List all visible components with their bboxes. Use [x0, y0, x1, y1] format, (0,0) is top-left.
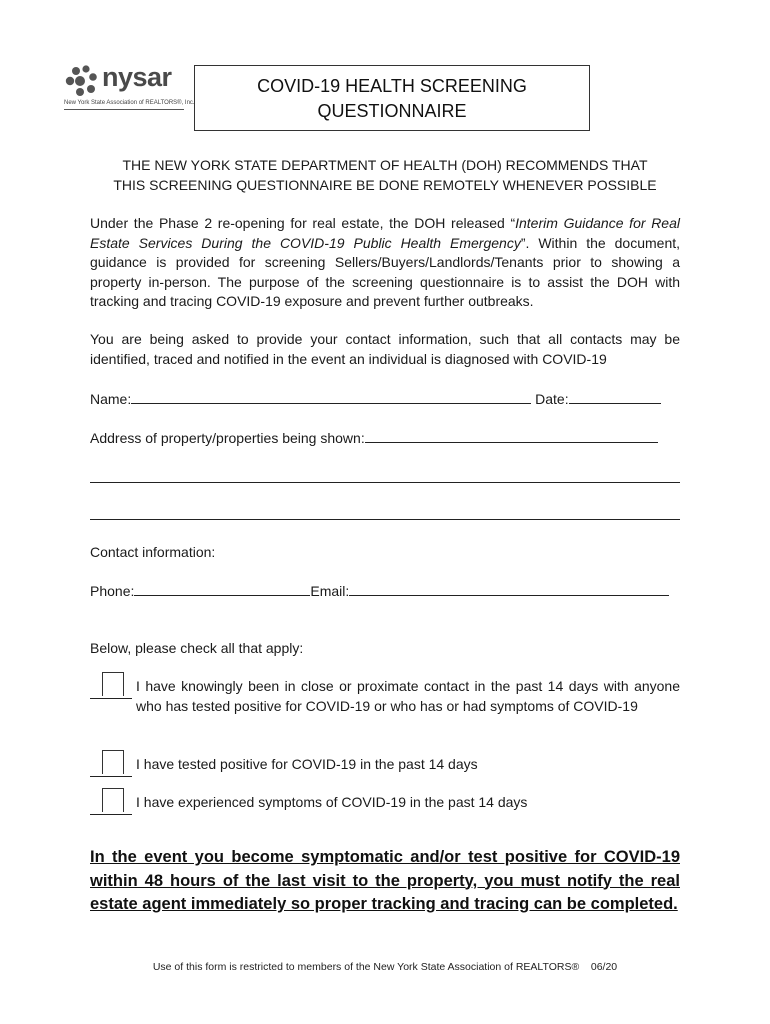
- checkbox-underline: [90, 814, 132, 815]
- contact-intro-paragraph: You are being asked to provide your contact information, such that all contacts may be identified, traced and notified in the event an individual is diagnosed with COVID-19: [90, 331, 680, 367]
- footer-restriction: Use of this form is restricted to members of the New York State Association of REALTORS®: [152, 961, 580, 973]
- address-field[interactable]: [365, 428, 658, 443]
- phone-field[interactable]: [134, 581, 310, 596]
- logo-rule: [64, 109, 184, 110]
- guidance-title: Interim Guidance for Real Estate Services During the COVID-19 Public Health Emergency: [90, 215, 680, 251]
- checkbox-box[interactable]: [102, 672, 124, 696]
- footer: [0, 961, 770, 973]
- title-line-2: QUESTIONNAIRE: [317, 101, 467, 121]
- intro-paragraph: [90, 214, 680, 312]
- intro-text-2: ”. Within the document, guidance is provided for screening Sellers/Buyers/Landlords/Tenants prior to showing a property in-person. The purpose of the screening questionnaire is to assist the DOH with tracking and tracing COVID-19 exposure and prevent further outbreaks.: [90, 234, 681, 310]
- checklist-item-text: I have knowingly been in close or proximate contact in the past 14 days with anyone who has tested positive for COVID-19 or who has or had symptoms of COVID-19: [136, 678, 680, 714]
- address-line-3[interactable]: [90, 519, 680, 520]
- checklist-item-text: I have experienced symptoms of COVID-19 in the past 14 days: [136, 794, 528, 810]
- checklist-heading: Below, please check all that apply:: [90, 640, 304, 656]
- checkbox-underline: [90, 776, 132, 777]
- contact-label: Contact information:: [90, 544, 216, 560]
- email-label: Email:: [310, 583, 350, 599]
- intro-text-1: Under the Phase 2 re-opening for real estate, the DOH released “: [90, 215, 516, 231]
- checkbox-3[interactable]: [90, 793, 132, 815]
- page-title: [194, 65, 590, 131]
- checkbox-1[interactable]: [90, 677, 132, 699]
- name-label: Name:: [90, 391, 132, 407]
- nysar-logo: [62, 62, 195, 114]
- checkbox-box[interactable]: [102, 750, 124, 774]
- logo-subtitle: New York State Association of REALTORS®, Inc.: [64, 100, 195, 106]
- doh-recommendation: [82, 155, 688, 195]
- doh-line-2: THIS SCREENING QUESTIONNAIRE BE DONE REMOTELY WHENEVER POSSIBLE: [113, 177, 657, 193]
- doh-line-1: THE NEW YORK STATE DEPARTMENT OF HEALTH (DOH) RECOMMENDS THAT: [122, 157, 648, 173]
- date-field[interactable]: [569, 389, 661, 404]
- title-line-1: COVID-19 HEALTH SCREENING: [257, 76, 527, 96]
- footer-date: 06/20: [590, 961, 618, 973]
- logo-brand: nysar: [102, 62, 172, 92]
- email-field[interactable]: [349, 581, 669, 596]
- name-date-row: [90, 389, 680, 408]
- phone-email-row: [90, 581, 680, 600]
- nysar-logo-icon: [64, 64, 100, 98]
- checkbox-2[interactable]: [90, 755, 132, 777]
- address-label: Address of property/properties being shown:: [90, 430, 365, 446]
- address-row: [90, 428, 680, 447]
- address-line-2[interactable]: [90, 482, 680, 483]
- notify-agent-notice: In the event you become symptomatic and/or test positive for COVID-19 within 48 hours of the last visit to the property, you must notify the real estate agent immediately so proper tracking and tracing can be completed.: [90, 848, 680, 913]
- checklist-item-text: I have tested positive for COVID-19 in the past 14 days: [136, 756, 478, 772]
- date-label: Date:: [535, 391, 569, 407]
- checkbox-box[interactable]: [102, 788, 124, 812]
- name-field[interactable]: [131, 389, 531, 404]
- checkbox-underline: [90, 698, 132, 699]
- phone-label: Phone:: [90, 583, 135, 599]
